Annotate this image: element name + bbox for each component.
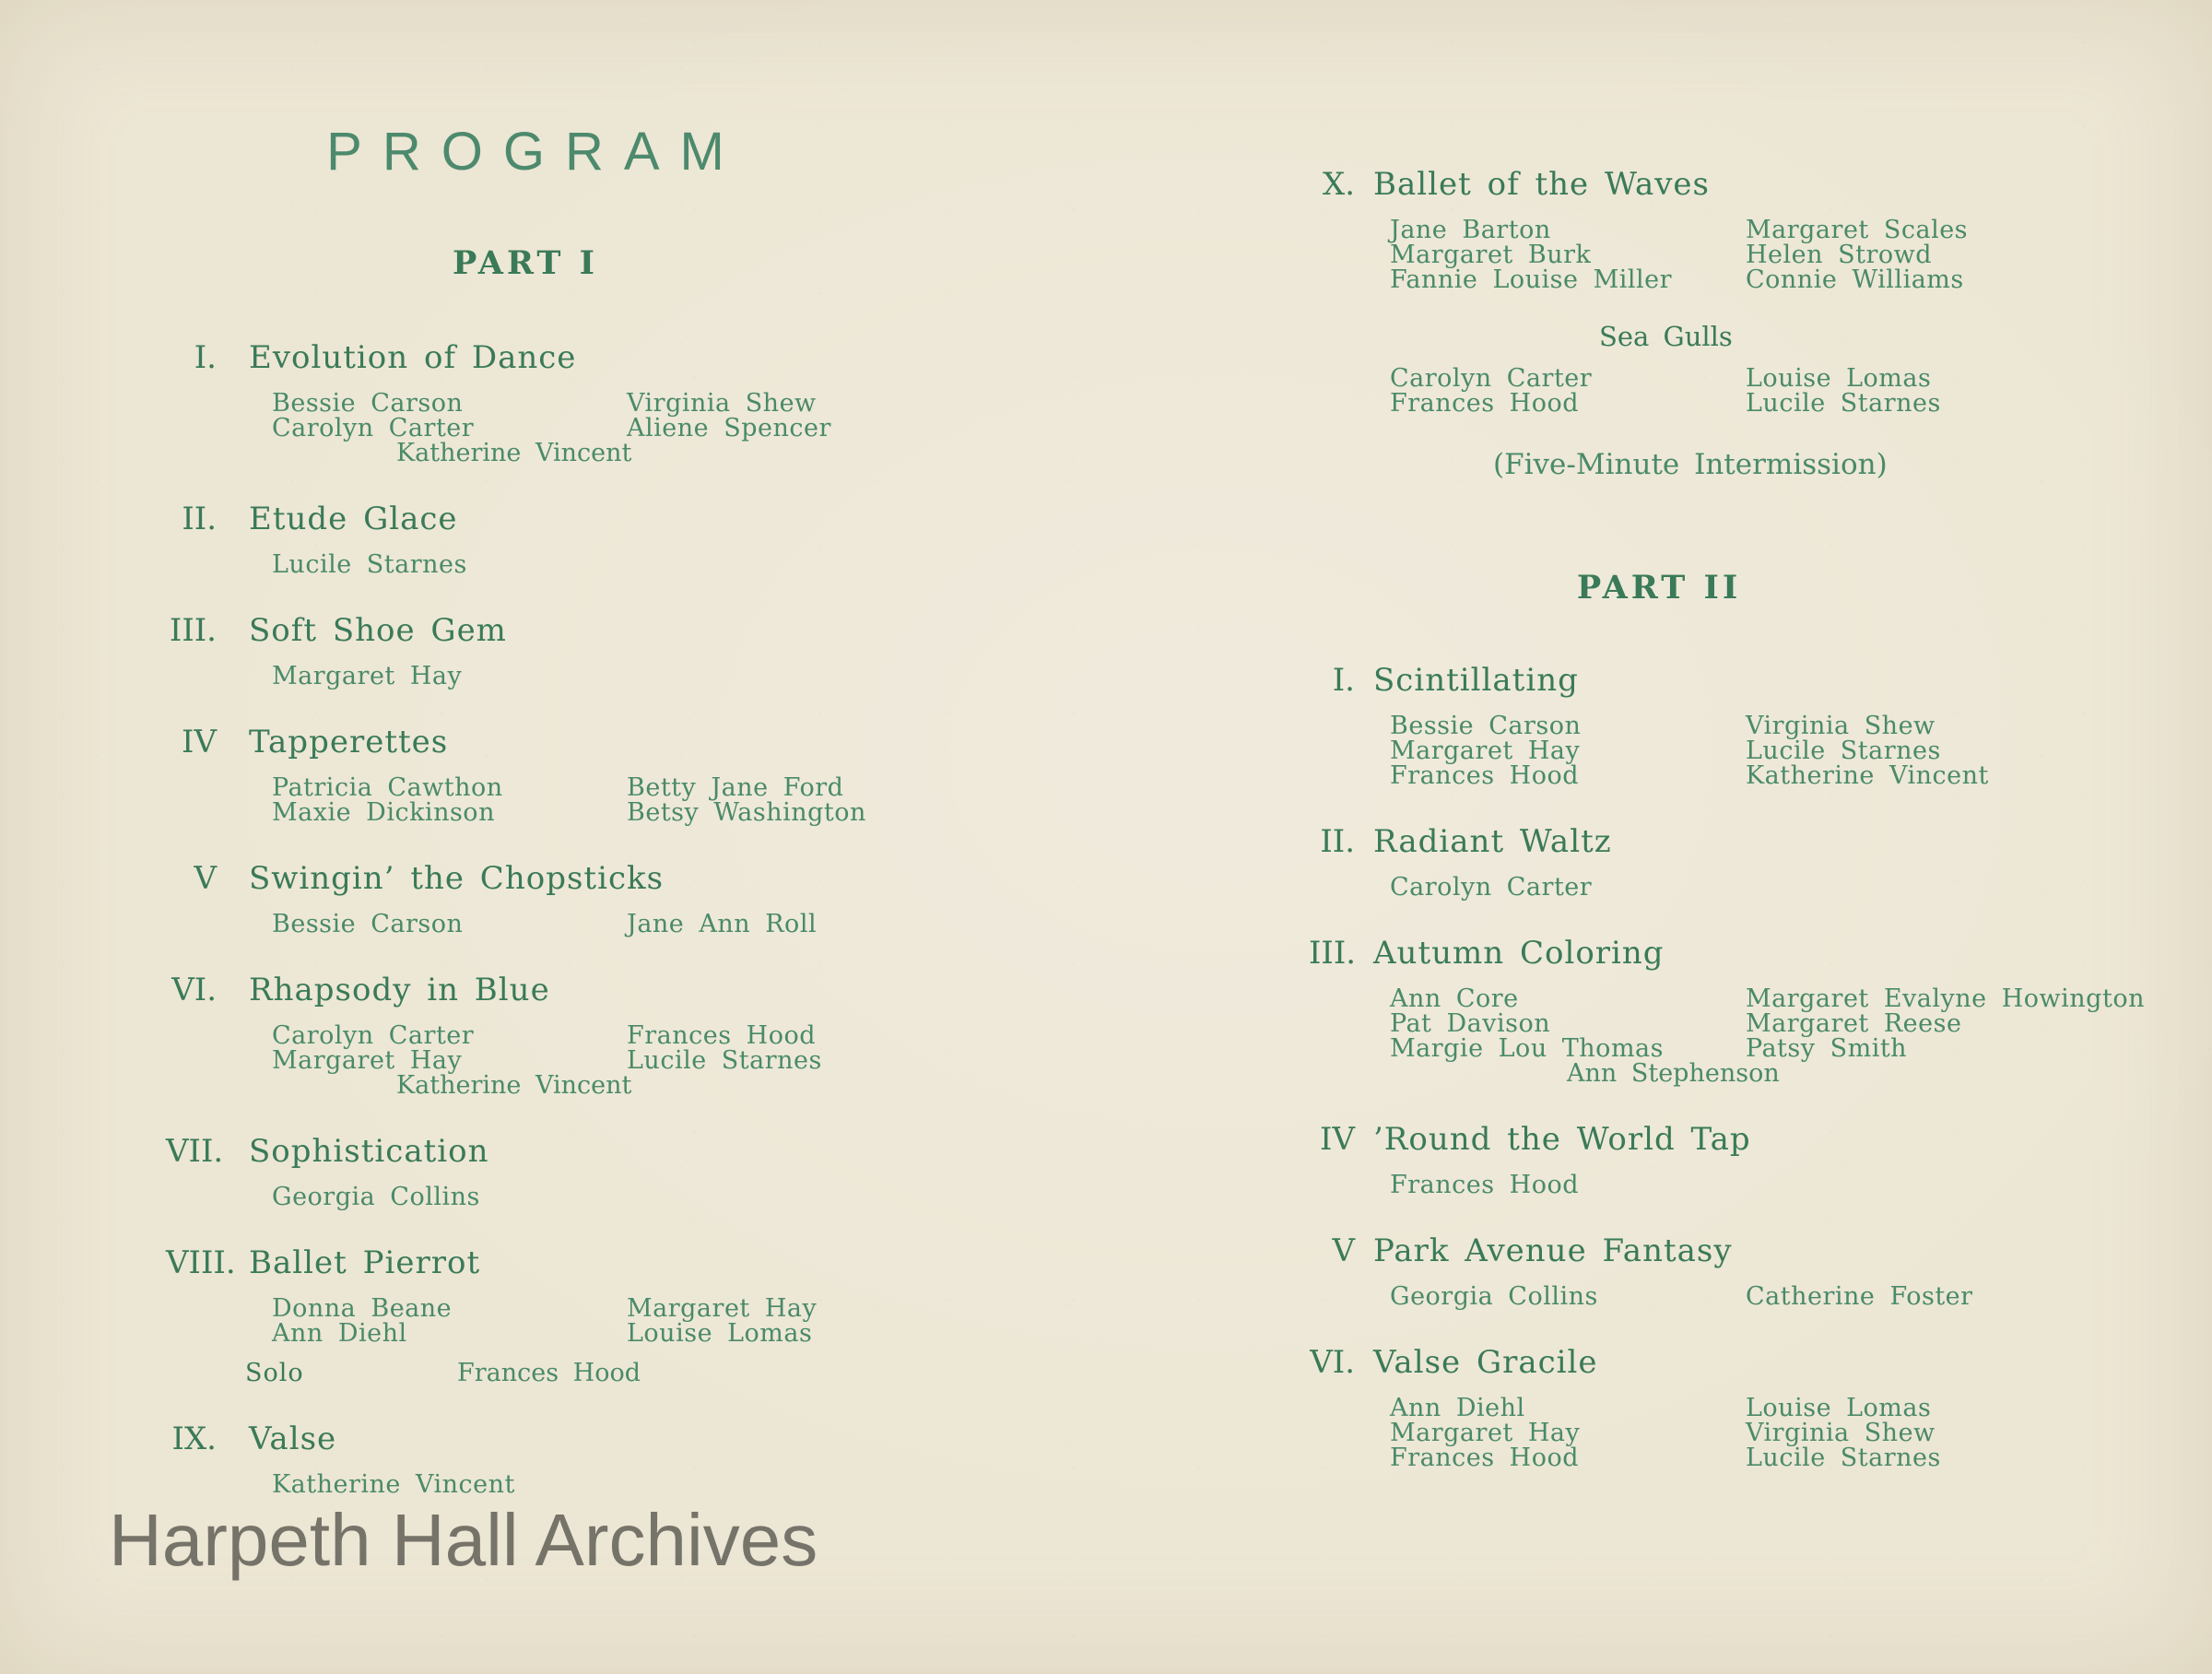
performer-name: Georgia Collins — [1390, 1282, 1598, 1311]
item-head — [166, 972, 885, 1008]
item-head — [166, 860, 885, 897]
program-item — [1309, 166, 2009, 480]
performer-name: Lucile Starnes — [1746, 1444, 1941, 1472]
performer-name: Margaret Hay — [272, 662, 463, 690]
performer-name: Patsy Smith — [1746, 1034, 1908, 1063]
performer-name: Margaret Scales — [1746, 216, 1969, 244]
performer-column — [1746, 875, 2101, 900]
item-performers — [166, 1023, 885, 1073]
item-title: Scintillating — [1373, 662, 1579, 699]
item-title: ’Round the World Tap — [1373, 1121, 1751, 1158]
item-head — [166, 724, 885, 760]
performer-column — [272, 1023, 627, 1073]
performer-name: Jane Ann Roll — [627, 910, 818, 938]
item-numeral: IV — [182, 724, 217, 760]
item-numeral: VII. — [166, 1133, 224, 1170]
performer-column — [1746, 218, 2101, 292]
performer-name: Betty Jane Ford — [627, 773, 844, 802]
item-performers — [166, 912, 885, 937]
item-numeral: III. — [169, 612, 217, 649]
item-head — [166, 339, 885, 376]
item-performers — [1309, 984, 2145, 1063]
performer-name: Margie Lou Thomas — [1390, 1034, 1664, 1063]
archive-watermark: Harpeth Hall Archives — [109, 1499, 818, 1581]
item-numeral: III. — [1309, 935, 1357, 972]
item-title: Etude Glace — [249, 501, 458, 537]
program-item — [1309, 1121, 2009, 1197]
performer-column — [272, 1472, 627, 1497]
performer-column — [1390, 366, 1746, 416]
item-performers — [166, 664, 885, 689]
performer-column — [627, 1023, 982, 1073]
item-head — [166, 612, 885, 649]
program-item — [166, 1244, 885, 1385]
performer-name: Carolyn Carter — [272, 1021, 475, 1050]
performer-column — [627, 1185, 982, 1209]
performer-column — [1390, 1396, 1746, 1470]
performer-name: Margaret Reese — [1746, 1009, 1962, 1038]
part1-items — [166, 339, 885, 1497]
performer-column — [272, 391, 627, 441]
performer-name: Louise Lomas — [1746, 1394, 1932, 1422]
performer-name: Louise Lomas — [1746, 364, 1932, 393]
performer-column — [272, 912, 627, 937]
performer-name: Margaret Burk — [1390, 241, 1592, 269]
performer-name: Louise Lomas — [627, 1319, 813, 1348]
performer-column — [1746, 1173, 2101, 1197]
item-title: Ballet Pierrot — [249, 1244, 481, 1281]
item-numeral: II. — [1320, 823, 1355, 860]
performer-name: Bessie Carson — [272, 910, 464, 938]
performer-name: Virginia Shew — [1746, 712, 1936, 740]
item-performers — [166, 1296, 885, 1346]
performer-name: Ann Diehl — [1390, 1394, 1525, 1422]
item-title: Radiant Waltz — [1373, 823, 1612, 860]
performer-name: Pat Davison — [1390, 1009, 1551, 1038]
performer-column — [1746, 366, 2101, 416]
performer-name: Frances Hood — [627, 1021, 817, 1050]
performer-column — [1390, 218, 1746, 292]
performer-column — [627, 1296, 982, 1346]
item-performers — [166, 1185, 885, 1209]
performer-name: Jane Barton — [1390, 216, 1551, 244]
performer-name: Frances Hood — [1390, 389, 1580, 418]
item-performers — [166, 1472, 885, 1497]
program-item — [166, 612, 885, 689]
item-subtitle: Sea Gulls — [1599, 321, 1733, 352]
performer-column — [627, 391, 982, 441]
item-title: Valse — [249, 1421, 337, 1457]
performer-name: Betsy Washington — [627, 798, 866, 827]
item-numeral: V — [194, 860, 217, 897]
performer-column — [272, 1296, 627, 1346]
performer-column — [272, 775, 627, 825]
item-performers — [1309, 875, 2009, 900]
program-item — [166, 972, 885, 1098]
item-numeral: II. — [182, 501, 217, 537]
item-head — [1309, 662, 2009, 699]
performer-column — [1390, 713, 1746, 788]
solo-performer: Frances Hood — [457, 1359, 641, 1387]
performer-name: Georgia Collins — [272, 1183, 480, 1211]
performer-column — [1390, 986, 1746, 1061]
performer-column — [1390, 1284, 1746, 1309]
program-item — [166, 1133, 885, 1209]
item-performers — [166, 552, 885, 577]
item-head — [1309, 935, 2009, 972]
performer-name-centered: Ann Stephenson — [1567, 1059, 1780, 1088]
item-numeral: VIII. — [166, 1244, 236, 1281]
performer-column — [627, 1472, 982, 1497]
item-head — [166, 1421, 885, 1457]
performer-column — [627, 912, 982, 937]
program-item — [166, 724, 885, 825]
performer-name: Virginia Shew — [627, 389, 817, 418]
item-head — [166, 1133, 885, 1170]
performer-name: Carolyn Carter — [1390, 364, 1593, 393]
program-item — [1309, 823, 2009, 900]
performer-name-centered: Katherine Vincent — [396, 439, 632, 467]
performer-name: Katherine Vincent — [1746, 761, 1989, 790]
performer-column — [627, 664, 982, 689]
performer-name: Margaret Hay — [1390, 1419, 1581, 1447]
performer-column — [627, 552, 982, 577]
item-title: Swingin’ the Chopsticks — [249, 860, 665, 897]
item-title: Sophistication — [249, 1133, 489, 1170]
solo-label: Solo — [245, 1359, 304, 1387]
item-head — [166, 501, 885, 537]
item-performers — [1309, 1284, 2009, 1309]
item-title: Soft Shoe Gem — [249, 612, 507, 649]
item-numeral: IX. — [171, 1421, 217, 1457]
item-numeral: X. — [1322, 166, 1355, 203]
item-head — [1309, 1344, 2009, 1381]
part2-heading: PART II — [1576, 569, 1742, 607]
item-numeral: I. — [1332, 662, 1355, 699]
program-item — [166, 1421, 885, 1497]
performer-name: Frances Hood — [1390, 761, 1580, 790]
performer-name: Margaret Hay — [272, 1046, 463, 1075]
performer-name: Lucile Starnes — [1746, 737, 1941, 765]
program-item — [166, 860, 885, 937]
page-right — [1309, 166, 2145, 1505]
performer-name: Margaret Evalyne Howington — [1746, 984, 2145, 1013]
item-numeral: VI. — [171, 972, 217, 1008]
performer-name: Connie Williams — [1746, 265, 1964, 294]
performer-name: Lucile Starnes — [1746, 389, 1941, 418]
performer-column — [1746, 713, 2101, 788]
performer-name: Patricia Cawthon — [272, 773, 503, 802]
program-item — [1309, 1232, 2009, 1309]
performer-name: Lucile Starnes — [272, 550, 467, 579]
item-performers — [1309, 1396, 2009, 1470]
item-numeral: VI. — [1310, 1344, 1355, 1381]
performer-name: Virginia Shew — [1746, 1419, 1936, 1447]
part2-items — [1309, 662, 2145, 1472]
performer-column — [1746, 984, 2145, 1063]
performer-name: Bessie Carson — [272, 389, 464, 418]
performer-name: Margaret Hay — [1390, 737, 1581, 765]
performer-name: Fannie Louise Miller — [1390, 265, 1673, 294]
performer-column — [272, 664, 627, 689]
performer-name: Katherine Vincent — [272, 1470, 515, 1499]
performer-name: Helen Strowd — [1746, 241, 1933, 269]
item-performers — [1309, 713, 2009, 788]
item-head — [1309, 823, 2009, 860]
program-item — [1309, 1344, 2009, 1470]
performer-name-centered: Katherine Vincent — [396, 1071, 632, 1100]
program-title: PROGRAM — [326, 122, 745, 182]
performer-column — [1746, 1284, 2101, 1309]
item-numeral: V — [1332, 1232, 1355, 1269]
item-head — [1309, 1121, 2009, 1158]
performer-column — [272, 552, 627, 577]
item-title: Park Avenue Fantasy — [1373, 1232, 1733, 1269]
performer-name: Catherine Foster — [1746, 1282, 1973, 1311]
performer-column — [1390, 1173, 1746, 1197]
item-title: Ballet of the Waves — [1373, 166, 1710, 203]
performer-name: Bessie Carson — [1390, 712, 1582, 740]
item-title: Autumn Coloring — [1373, 935, 1665, 972]
performer-name: Lucile Starnes — [627, 1046, 822, 1075]
performer-column — [627, 775, 982, 825]
item-title: Tapperettes — [249, 724, 449, 760]
item-performers — [1309, 1173, 2009, 1197]
performer-name: Frances Hood — [1390, 1444, 1580, 1472]
performer-column — [272, 1185, 627, 1209]
part1-heading: PART I — [452, 244, 598, 282]
performer-name: Donna Beane — [272, 1294, 453, 1323]
item-numeral: I. — [194, 339, 217, 376]
program-item — [166, 339, 885, 466]
page-left — [166, 120, 885, 1532]
item-head — [166, 1244, 885, 1281]
performer-column — [1390, 875, 1746, 900]
program-item — [1309, 935, 2145, 1088]
item-head — [1309, 1232, 2009, 1269]
intermission-note: (Five-Minute Intermission) — [1493, 448, 1888, 481]
program-item — [1309, 662, 2009, 788]
performer-column — [1746, 1396, 2101, 1470]
item-head — [1309, 166, 2009, 203]
performer-name: Margaret Hay — [627, 1294, 818, 1323]
item-performers — [1309, 218, 2009, 292]
item-title: Rhapsody in Blue — [249, 972, 550, 1008]
item-title: Valse Gracile — [1373, 1344, 1598, 1381]
performer-name: Aliene Spencer — [627, 414, 831, 442]
performer-name: Carolyn Carter — [1390, 873, 1593, 902]
item-title: Evolution of Dance — [249, 339, 577, 376]
item-numeral: IV — [1320, 1121, 1355, 1158]
item-performers — [1309, 366, 2009, 416]
item-performers — [166, 391, 885, 441]
performer-name: Ann Core — [1390, 984, 1519, 1013]
performer-name: Carolyn Carter — [272, 414, 475, 442]
part1-continued-items — [1309, 166, 2009, 480]
item-performers — [166, 775, 885, 825]
solo-row — [166, 1361, 885, 1385]
performer-name: Maxie Dickinson — [272, 798, 495, 827]
program-item — [166, 501, 885, 577]
performer-name: Ann Diehl — [272, 1319, 407, 1348]
performer-name: Frances Hood — [1390, 1171, 1580, 1199]
